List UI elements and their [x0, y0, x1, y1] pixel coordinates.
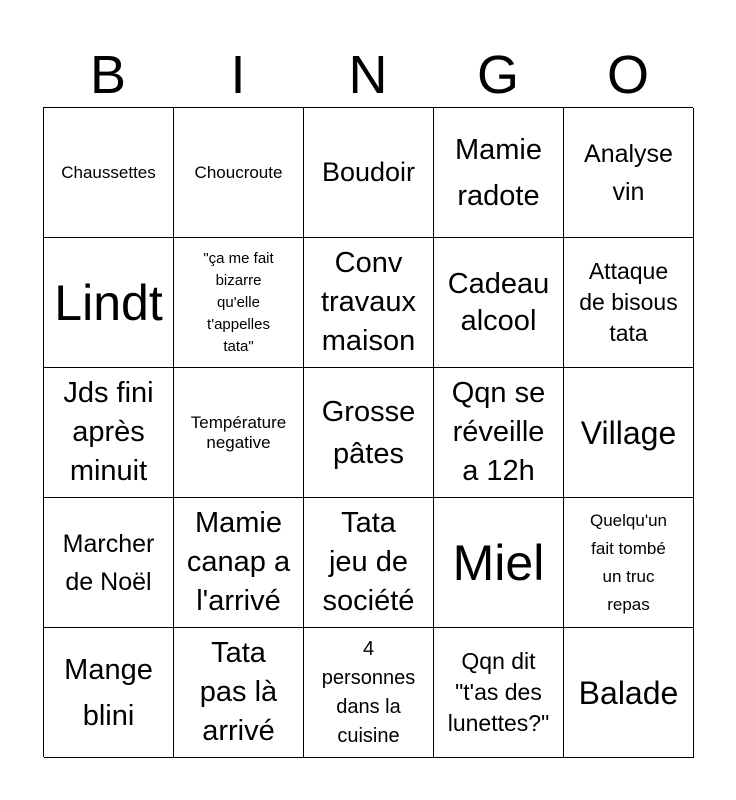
cell-label: Lindt [54, 274, 163, 331]
cell-label: Analyse vin [584, 139, 673, 206]
cell-label: Mamie canap a l'arrivé [186, 507, 291, 617]
cell-label: Village [580, 414, 677, 451]
bingo-board [43, 107, 693, 757]
bingo-cell-r1c1[interactable] [44, 108, 174, 238]
bingo-cell-r1c3[interactable] [304, 108, 434, 238]
cell-label: Cadeau alcool [447, 267, 550, 337]
bingo-cell-r4c5[interactable] [564, 498, 694, 628]
bingo-cell-r2c1[interactable] [44, 238, 174, 368]
header-letter-g: G [476, 45, 519, 105]
cell-label: Balade [578, 674, 679, 711]
cell-label: Choucroute [194, 162, 283, 182]
cell-label: Quelqu'un fait tombé un truc repas [590, 510, 667, 614]
bingo-cell-r1c2[interactable] [174, 108, 304, 238]
bingo-cell-r3c2[interactable] [174, 368, 304, 498]
bingo-cell-r1c4[interactable] [434, 108, 564, 238]
bingo-header [43, 40, 693, 110]
bingo-cell-r1c5[interactable] [564, 108, 694, 238]
cell-label: Température negative [190, 412, 287, 452]
bingo-cell-r5c3[interactable] [304, 628, 434, 758]
bingo-cell-r4c1[interactable] [44, 498, 174, 628]
cell-label: Conv travaux maison [320, 247, 417, 357]
cell-label: 4 personnes dans la cuisine [321, 637, 416, 747]
bingo-cell-r2c4[interactable] [434, 238, 564, 368]
cell-label: Tata pas là arrivé [199, 637, 278, 747]
bingo-cell-r2c5[interactable] [564, 238, 694, 368]
cell-label: Qqn se réveille a 12h [451, 377, 546, 487]
bingo-cell-r2c3[interactable] [304, 238, 434, 368]
header-letter-b: B [89, 45, 127, 105]
bingo-cell-r3c5[interactable] [564, 368, 694, 498]
cell-label: Qqn dit "t'as des lunettes?" [447, 648, 550, 736]
header-letter-n: N [348, 45, 388, 105]
header-letter-o: O [606, 45, 649, 105]
cell-label: Marcher de Noël [62, 529, 155, 596]
bingo-cell-r4c4[interactable] [434, 498, 564, 628]
cell-label: "ça me fait bizarre qu'elle t'appelles tata" [203, 249, 274, 355]
bingo-cell-r5c1[interactable] [44, 628, 174, 758]
cell-label: Attaque de bisous tata [579, 258, 678, 346]
bingo-cell-r4c3[interactable] [304, 498, 434, 628]
cell-label: Chaussettes [61, 162, 156, 182]
bingo-cell-r3c4[interactable] [434, 368, 564, 498]
bingo-cell-r3c3[interactable] [304, 368, 434, 498]
cell-label: Miel [452, 534, 545, 591]
bingo-cell-r5c4[interactable] [434, 628, 564, 758]
cell-label: Grosse pâtes [321, 395, 416, 470]
cell-label: Jds fini après minuit [63, 377, 154, 487]
cell-label: Mamie radote [454, 133, 542, 212]
bingo-cell-r5c2[interactable] [174, 628, 304, 758]
bingo-cell-r4c2[interactable] [174, 498, 304, 628]
bingo-cell-r5c5[interactable] [564, 628, 694, 758]
bingo-cell-r3c1[interactable] [44, 368, 174, 498]
bingo-cell-r2c2[interactable] [174, 238, 304, 368]
cell-label: Tata jeu de société [322, 507, 415, 617]
cell-label: Mange blini [64, 653, 153, 732]
header-letter-i: I [230, 45, 246, 105]
cell-label: Boudoir [321, 157, 416, 187]
